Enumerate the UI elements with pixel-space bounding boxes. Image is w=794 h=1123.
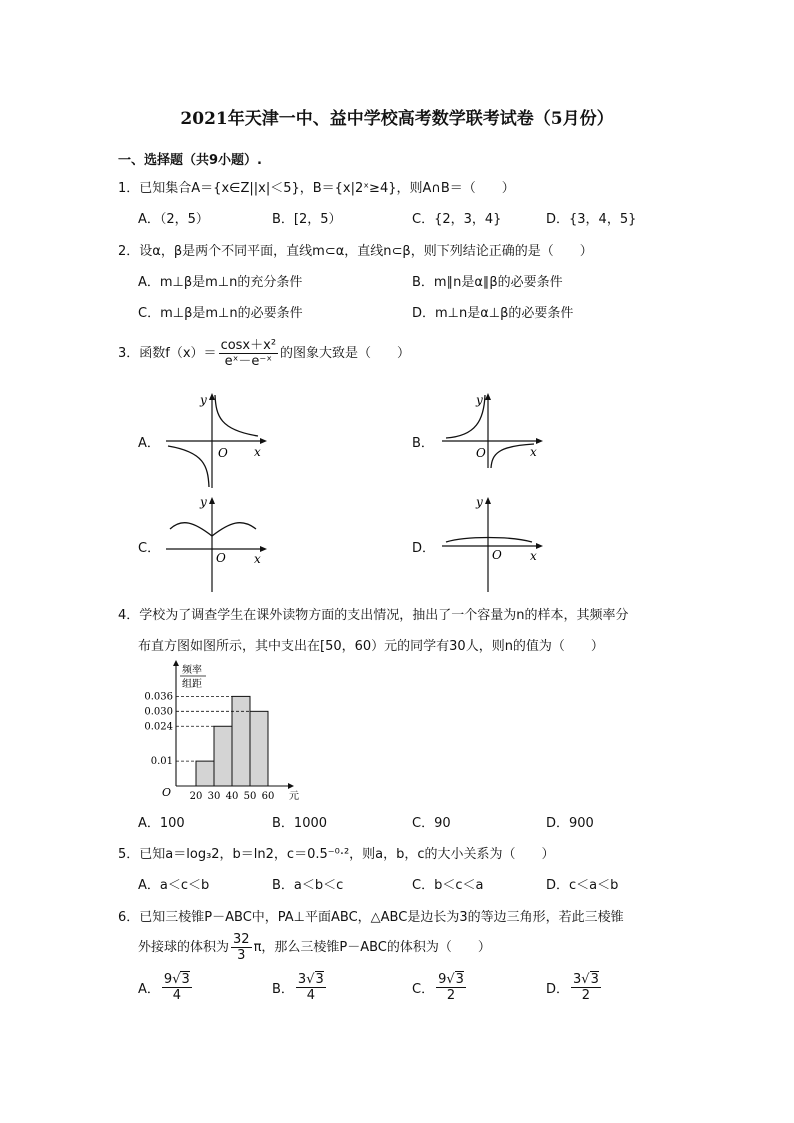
question-number: 4． bbox=[118, 608, 140, 623]
option-d[interactable]: D．m⊥n是α⊥β的必要条件 bbox=[412, 306, 574, 321]
fraction-denominator: 4 bbox=[306, 988, 315, 1003]
volume-fraction bbox=[231, 932, 252, 963]
fraction-numerator: 3√3 bbox=[297, 972, 324, 987]
y-axis-label: y bbox=[200, 495, 207, 509]
fraction-numerator: cosx＋x² bbox=[220, 338, 277, 353]
question-4-line-2: 布直方图如图所示，其中支出在[50，60）元的同学有30人，则n的值为（ ） bbox=[138, 639, 604, 654]
option-b[interactable]: B．[2，5） bbox=[272, 212, 342, 227]
option-c-label[interactable]: C． bbox=[138, 541, 161, 556]
question-2 bbox=[118, 240, 593, 259]
fraction-numerator: 3√3 bbox=[573, 972, 599, 987]
option-d-label[interactable]: D． bbox=[412, 541, 436, 556]
histogram-bar bbox=[250, 711, 268, 786]
option-fraction bbox=[571, 972, 601, 1003]
y-tick-label: 0.024 bbox=[144, 721, 173, 733]
x-axis-label: x bbox=[254, 552, 261, 566]
question-text: 已知a＝log₃2，b＝ln2，c＝0.5⁻⁰·²，则a，b，c的大小关系为（ ） bbox=[139, 847, 555, 862]
option-b-label[interactable]: B． bbox=[412, 436, 434, 451]
fraction-numerator: 9√3 bbox=[163, 972, 190, 987]
x-tick-label: 60 bbox=[261, 791, 275, 802]
question-5 bbox=[118, 843, 555, 862]
question-number: 5． bbox=[118, 847, 140, 862]
origin-label: O bbox=[492, 548, 502, 562]
histogram-bar bbox=[196, 761, 214, 786]
fraction-denominator: 2 bbox=[581, 988, 591, 1003]
option-label: A． bbox=[138, 982, 160, 997]
option-d[interactable]: D．{3，4，5} bbox=[546, 212, 637, 227]
question-text: 学校为了调查学生在课外读物方面的支出情况，抽出了一个容量为n的样本，其频率分 bbox=[139, 608, 629, 623]
option-label: B． bbox=[272, 982, 294, 997]
origin-label: O bbox=[476, 446, 486, 460]
fraction-numerator: 9√3 bbox=[438, 972, 464, 987]
option-d[interactable]: D．c＜a＜b bbox=[546, 878, 619, 893]
question-1 bbox=[118, 177, 515, 196]
question-text: 外接球的体积为 bbox=[138, 940, 230, 955]
option-c[interactable]: C．{2，3，4} bbox=[412, 212, 502, 227]
page-title: 2021年天津一中、益中学校高考数学联考试卷（5月份） bbox=[180, 109, 614, 129]
x-tick-label: 30 bbox=[207, 791, 221, 802]
question-3 bbox=[118, 338, 410, 369]
origin-label: O bbox=[162, 786, 172, 799]
origin-label: O bbox=[216, 551, 226, 565]
question-6-line-2 bbox=[138, 932, 491, 963]
option-b[interactable]: B．m∥n是α∥β的必要条件 bbox=[412, 275, 563, 290]
question-6-line-1 bbox=[118, 906, 624, 925]
question-number: 1． bbox=[118, 181, 140, 196]
y-label-bottom: 组距 bbox=[182, 679, 202, 690]
histogram-chart bbox=[140, 660, 310, 806]
x-tick-label: 20 bbox=[189, 791, 203, 802]
question-number: 3． bbox=[118, 346, 140, 361]
option-c[interactable]: C．m⊥β是m⊥n的必要条件 bbox=[138, 306, 303, 321]
y-axis-label: y bbox=[476, 393, 483, 407]
histogram-bar bbox=[214, 726, 232, 786]
option-b[interactable]: B．a＜b＜c bbox=[272, 878, 344, 893]
question-text: π，那么三棱锥P－ABC的体积为（ ） bbox=[253, 940, 491, 955]
x-axis-arrow bbox=[288, 783, 294, 789]
fraction-denominator: eˣ－e⁻ˣ bbox=[224, 354, 272, 369]
question-number: 2． bbox=[118, 244, 140, 259]
y-axis-label: y bbox=[476, 495, 483, 509]
x-tick-label: 40 bbox=[225, 791, 239, 802]
histogram-bar bbox=[232, 696, 250, 786]
option-a[interactable]: A．a＜c＜b bbox=[138, 878, 210, 893]
option-a-label[interactable]: A． bbox=[138, 436, 160, 451]
y-tick-label: 0.030 bbox=[144, 706, 173, 718]
y-tick-label: 0.01 bbox=[150, 756, 173, 768]
section-heading: 一、选择题（共9小题）. bbox=[118, 153, 262, 168]
origin-label: O bbox=[218, 446, 228, 460]
option-label: C． bbox=[412, 982, 435, 997]
fraction-denominator: 4 bbox=[172, 988, 181, 1003]
option-c[interactable] bbox=[412, 972, 468, 1003]
x-axis-label: 元 bbox=[289, 791, 299, 802]
option-a[interactable]: A．（2，5） bbox=[138, 212, 209, 227]
fraction-denominator: 2 bbox=[446, 988, 456, 1003]
graph-b[interactable] bbox=[436, 390, 548, 470]
y-label-top: 频率 bbox=[182, 665, 202, 676]
option-label: D． bbox=[546, 982, 570, 997]
y-tick-label: 0.036 bbox=[144, 691, 173, 703]
question-text: 已知集合A＝{x∈Z||x|＜5}，B＝{x|2ˣ≥4}，则A∩B＝（ ） bbox=[139, 181, 515, 196]
option-d[interactable] bbox=[546, 972, 603, 1003]
option-fraction bbox=[436, 972, 466, 1003]
option-a[interactable]: A．m⊥β是m⊥n的充分条件 bbox=[138, 275, 303, 290]
x-tick-label: 50 bbox=[243, 791, 257, 802]
x-axis-label: x bbox=[530, 445, 537, 459]
option-d[interactable]: D．900 bbox=[546, 816, 594, 831]
y-axis-arrow bbox=[173, 660, 179, 666]
graph-a[interactable] bbox=[160, 390, 272, 490]
volume-denominator: 3 bbox=[237, 948, 246, 963]
option-c[interactable]: C．90 bbox=[412, 816, 451, 831]
question-text: 已知三棱锥P－ABC中，PA⊥平面ABC，△ABC是边长为3的等边三角形，若此三棱锥 bbox=[139, 910, 624, 925]
question-4-line-1 bbox=[118, 604, 629, 623]
option-fraction bbox=[296, 972, 326, 1003]
option-c[interactable]: C．b＜c＜a bbox=[412, 878, 484, 893]
function-fraction bbox=[219, 338, 278, 369]
x-axis-label: x bbox=[530, 549, 537, 563]
option-fraction bbox=[162, 972, 192, 1003]
x-axis-label: x bbox=[254, 445, 261, 459]
option-b[interactable] bbox=[272, 972, 328, 1003]
graph-d[interactable] bbox=[436, 492, 548, 592]
question-text: 设α，β是两个不同平面，直线m⊂α，直线n⊂β，则下列结论正确的是（ ） bbox=[139, 244, 593, 259]
question-suffix: 的图象大致是（ ） bbox=[280, 346, 411, 361]
question-number: 6． bbox=[118, 910, 140, 925]
option-a[interactable] bbox=[138, 972, 194, 1003]
graph-c[interactable] bbox=[160, 492, 272, 592]
volume-numerator: 32 bbox=[233, 932, 250, 947]
question-prefix: 函数f（x）＝ bbox=[139, 346, 217, 361]
option-b[interactable]: B．1000 bbox=[272, 816, 328, 831]
y-axis-label: y bbox=[200, 393, 207, 407]
option-a[interactable]: A．100 bbox=[138, 816, 185, 831]
